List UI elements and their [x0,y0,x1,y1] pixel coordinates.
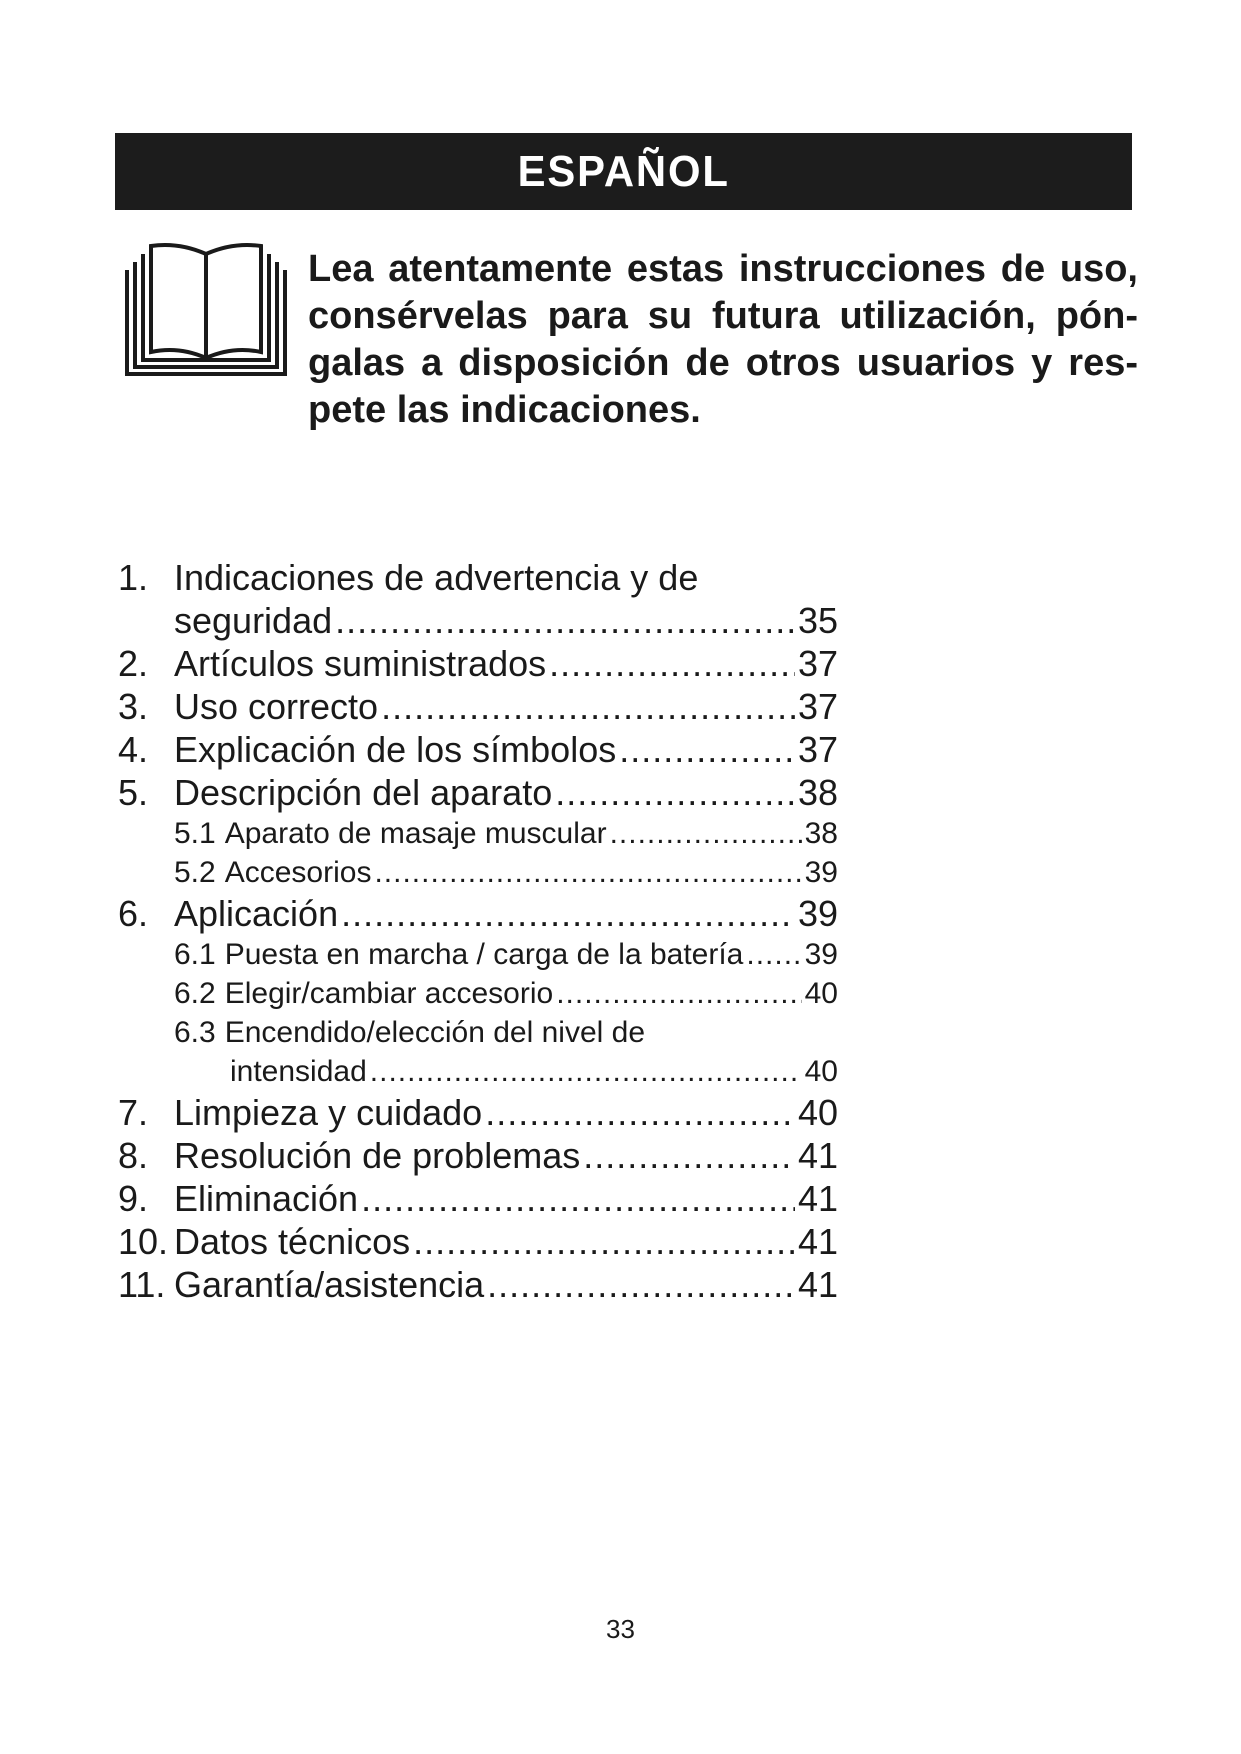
toc-leader [361,1177,795,1220]
toc-page: 37 [797,686,838,727]
toc-leader [485,1091,795,1134]
toc-page: 41 [797,1178,838,1219]
toc-title: Elegir/cambiar accesorio [224,977,554,1010]
toc-title: Descripción del aparato [174,772,553,813]
toc-item[interactable] [118,771,838,814]
toc-leader [619,728,795,771]
toc-title: Artículos suministrados [174,643,547,684]
toc-number: 5.2 [174,856,216,889]
toc-title: Puesta en marcha / carga de la batería [224,938,744,971]
toc-subitem[interactable] [118,974,838,1013]
toc-leader [374,853,801,892]
toc-title: Aplicación [174,893,339,934]
toc-item[interactable] [118,685,838,728]
toc-number: 9. [118,1178,149,1219]
toc-number: 3. [118,686,149,727]
toc-title: Encendido/elección del nivel de [224,1016,646,1049]
toc-number: 4. [118,729,149,770]
toc-number: 5.1 [174,817,216,850]
toc-leader [555,771,795,814]
toc-item[interactable] [118,892,838,935]
toc-page: 38 [797,772,838,813]
toc-item[interactable] [118,642,838,685]
toc-item[interactable] [118,1091,838,1134]
toc-leader [487,1263,795,1306]
toc-leader [341,892,795,935]
toc-title: Eliminación [174,1178,359,1219]
toc-item[interactable] [118,1263,838,1306]
toc-page: 35 [797,600,838,641]
toc-number: 5. [118,772,149,813]
toc-page: 38 [804,817,838,850]
toc-title: Resolución de problemas [174,1135,581,1176]
toc-title: Indicaciones de advertencia y de [174,557,699,598]
toc-title: Explicación de los símbolos [174,729,617,770]
toc-leader [610,814,802,853]
toc-leader [413,1220,795,1263]
toc-number: 6.3 [174,1016,216,1049]
toc-number: 2. [118,643,149,684]
toc-leader [549,642,795,685]
toc-title: Garantía/asistencia [174,1264,485,1305]
toc-leader [381,685,795,728]
language-banner [115,133,1132,210]
toc-page: 37 [797,643,838,684]
toc-page: 41 [797,1135,838,1176]
toc-number: 7. [118,1092,149,1133]
toc-item[interactable] [118,728,838,771]
table-of-contents [118,556,838,1306]
toc-page: 37 [797,729,838,770]
toc-number: 11. [118,1264,166,1305]
toc-item[interactable] [118,556,838,599]
toc-subitem[interactable] [118,814,838,853]
toc-page: 39 [804,938,838,971]
toc-page: 39 [797,893,838,934]
language-title: ESPAÑOL [517,146,730,196]
toc-page: 40 [797,1092,838,1133]
toc-leader [583,1134,795,1177]
toc-title: seguridad [174,600,333,641]
toc-leader [556,974,801,1013]
toc-page: 40 [804,977,838,1010]
book-icon [124,242,288,382]
toc-number: 8. [118,1135,149,1176]
toc-number: 6.2 [174,977,216,1010]
toc-subitem[interactable] [118,935,838,974]
toc-leader [370,1052,802,1091]
toc-title: Accesorios [224,856,372,889]
toc-leader [746,935,801,974]
toc-page: 41 [797,1221,838,1262]
toc-leader [335,599,795,642]
toc-title: Uso correcto [174,686,379,727]
page-number: 33 [606,1614,635,1644]
toc-title: Aparato de masaje muscular [224,817,607,850]
toc-subitem[interactable] [118,853,838,892]
toc-title: intensidad [230,1055,367,1088]
toc-title: Datos técnicos [174,1221,411,1262]
toc-subitem[interactable] [118,1052,838,1091]
intro-notice: Lea atentamente estas instrucciones de uso, consérvelas para su futura utilización, pón-galas a disposición de otros usuarios y res-pete las indicaciones. [308,248,1138,431]
toc-item[interactable] [118,1177,838,1220]
toc-item[interactable] [118,1220,838,1263]
toc-page: 41 [797,1264,838,1305]
toc-number: 10. [118,1221,169,1262]
toc-item[interactable] [118,1134,838,1177]
toc-title: Limpieza y cuidado [174,1092,483,1133]
toc-number: 6. [118,893,149,934]
toc-page: 40 [804,1055,838,1088]
toc-page: 39 [804,856,838,889]
toc-number: 1. [118,557,149,598]
toc-number: 6.1 [174,938,216,971]
toc-item[interactable] [118,599,838,642]
toc-subitem[interactable] [118,1013,838,1052]
